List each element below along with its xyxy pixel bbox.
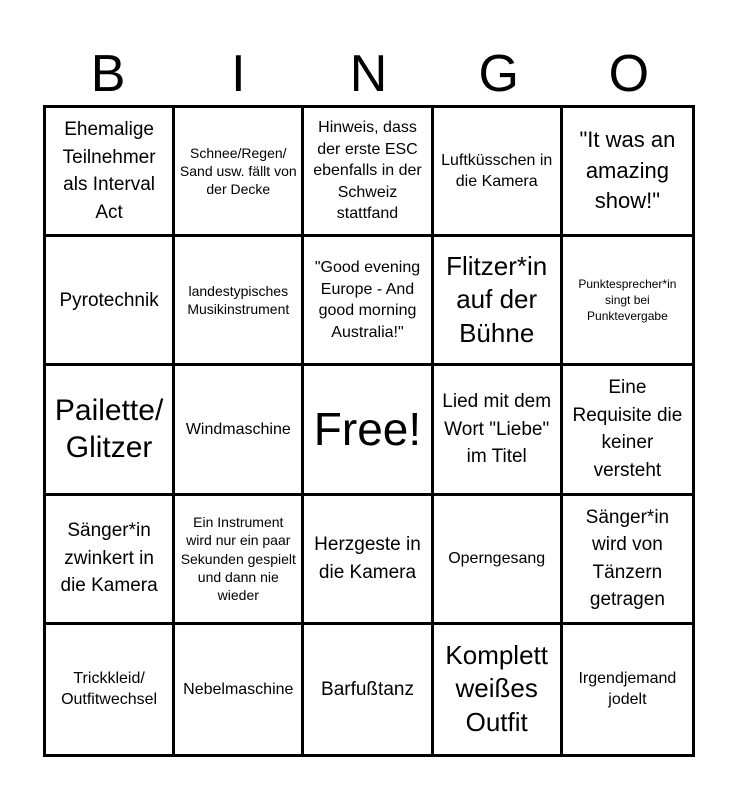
cell-text: Operngesang	[448, 549, 546, 567]
bingo-cell[interactable]	[563, 366, 692, 495]
bingo-cell[interactable]	[434, 108, 563, 237]
bingo-cell[interactable]	[46, 366, 175, 495]
bingo-cell[interactable]	[434, 496, 563, 625]
cell-text: Barfußtanz	[321, 678, 414, 700]
header-letter-i: I	[231, 45, 246, 103]
bingo-cell[interactable]	[175, 496, 304, 625]
bingo-cell[interactable]	[304, 625, 433, 754]
bingo-cell[interactable]	[304, 496, 433, 625]
cell-text: Komplett weißes Outfit	[445, 639, 548, 738]
header-letter-n: N	[349, 45, 388, 103]
bingo-cell[interactable]	[175, 625, 304, 754]
cell-text: Nebelmaschine	[183, 680, 294, 698]
cell-text: Pailette/ Glitzer	[54, 393, 164, 465]
bingo-cell[interactable]	[46, 496, 175, 625]
cell-text: Ein Instrument wird nur ein paar Sekunden gespielt und dann nie wieder	[180, 514, 296, 603]
bingo-cell[interactable]	[304, 108, 433, 237]
bingo-cell[interactable]	[563, 108, 692, 237]
cell-text: Irgendjemand jodelt	[578, 669, 677, 709]
cell-text: "Good evening Europe - And good morning Australia!"	[314, 259, 421, 341]
free-space-text: Free!	[313, 403, 422, 456]
header-letter-b: B	[90, 45, 126, 103]
bingo-cell[interactable]	[46, 108, 175, 237]
cell-text: Herzgeste in die Kamera	[314, 534, 421, 583]
bingo-cell[interactable]	[563, 625, 692, 754]
bingo-cell[interactable]	[175, 366, 304, 495]
cell-text: Flitzer*in auf der Bühne	[446, 250, 548, 349]
cell-text: "It was an amazing show!"	[579, 126, 676, 214]
bingo-cell[interactable]	[563, 237, 692, 366]
cell-text: Luftküsschen in die Kamera	[441, 151, 553, 191]
header-letter-g: G	[478, 45, 519, 103]
bingo-board	[43, 105, 695, 757]
cell-text: Trickkleid/ Outfitwechsel	[61, 669, 158, 709]
cell-text: Hinweis, dass der erste ESC ebenfalls in der Schweiz stattfand	[313, 119, 422, 223]
header-letter-o: O	[608, 45, 650, 103]
bingo-header	[43, 44, 694, 104]
cell-text: Pyrotechnik	[59, 289, 159, 311]
bingo-cell[interactable]	[46, 625, 175, 754]
bingo-cell[interactable]	[434, 237, 563, 366]
bingo-cell[interactable]	[175, 237, 304, 366]
bingo-cell[interactable]	[175, 108, 304, 237]
bingo-cell[interactable]	[434, 625, 563, 754]
bingo-cell[interactable]	[563, 496, 692, 625]
cell-text: Lied mit dem Wort "Liebe" im Titel	[442, 391, 552, 468]
bingo-cell[interactable]	[304, 237, 433, 366]
free-space-cell[interactable]	[304, 366, 433, 495]
bingo-cell[interactable]	[46, 237, 175, 366]
cell-text: Ehemalige Teilnehmer als Interval Act	[62, 119, 156, 223]
cell-text: Punktesprecher*in singt bei Punktevergabe	[578, 277, 677, 324]
cell-text: Eine Requisite die keiner versteht	[572, 377, 683, 482]
cell-text: Windmaschine	[185, 420, 291, 438]
cell-text: landestypisches Musikinstrument	[187, 283, 290, 318]
cell-text: Schnee/Regen/ Sand usw. fällt von der Decke	[179, 144, 297, 198]
cell-text: Sänger*in zwinkert in die Kamera	[60, 520, 158, 597]
bingo-cell[interactable]	[434, 366, 563, 495]
cell-text: Sänger*in wird von Tänzern getragen	[585, 506, 670, 611]
